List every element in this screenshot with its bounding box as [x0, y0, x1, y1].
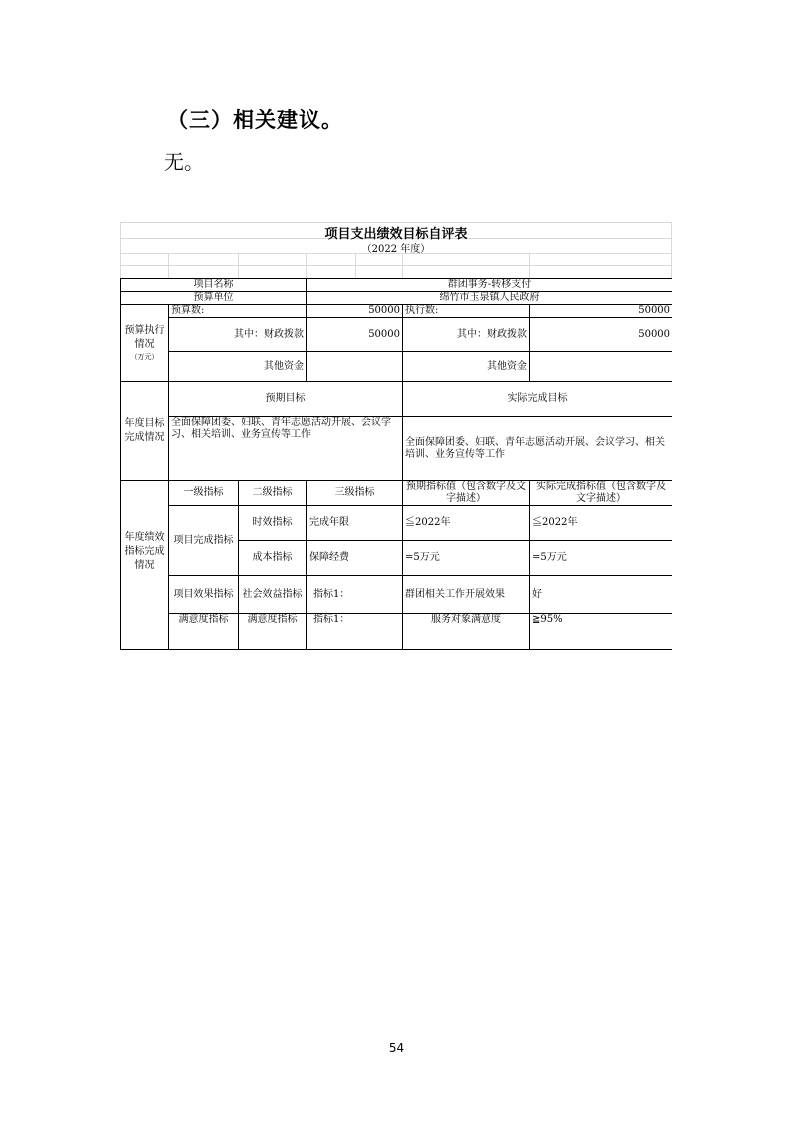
fiscal-label-exec: 其中：财政拨款: [403, 318, 530, 352]
indicator-l2: 社会效益指标: [239, 576, 307, 614]
performance-table: [120, 278, 672, 650]
other-funds-value-exec: [530, 352, 673, 382]
col-expected: 预期指标值（包含数字及文字描述）: [403, 481, 530, 506]
project-name-value: 群团事务-转移支付: [307, 279, 673, 292]
budget-section-unit: （万元）: [130, 353, 159, 361]
exec-amount-value: 50000: [530, 305, 673, 318]
indicator-l3: 指标1：: [307, 576, 403, 614]
table-title: 项目支出绩效目标自评表: [324, 227, 468, 242]
section-heading: （三）相关建议。: [167, 108, 343, 132]
fiscal-label-budget: 其中：财政拨款: [169, 318, 307, 352]
budget-amount-value: 50000: [307, 305, 403, 318]
indicator-actual: =5万元: [530, 541, 673, 576]
page-number: 54: [388, 1041, 405, 1055]
expected-goal-header: 预期目标: [169, 382, 403, 417]
budget-unit-value: 绵竹市玉泉镇人民政府: [307, 292, 673, 305]
col-level2: 二级指标: [239, 481, 307, 506]
indicator-section-label: 年度绩效指标完成情况: [121, 481, 169, 650]
fiscal-value-exec: 50000: [530, 318, 673, 352]
indicator-actual: ≧95%: [530, 614, 673, 650]
indicator-l2: 时效指标: [239, 506, 307, 541]
table-row: [121, 576, 673, 614]
exec-amount-label: 执行数:: [403, 305, 530, 318]
indicator-expected: =5万元: [403, 541, 530, 576]
col-level1: 一级指标: [169, 481, 239, 506]
section-paragraph: 无。: [164, 150, 204, 174]
indicator-l1: 项目效果指标: [169, 576, 239, 614]
indicator-l1: 满意度指标: [169, 614, 239, 650]
expected-goal-text: 全面保障团委、妇联、青年志愿活动开展、会议学习、相关培训、业务宣传等工作: [169, 417, 403, 481]
indicator-l1: 项目完成指标: [169, 506, 239, 576]
other-funds-label-exec: 其他资金: [403, 352, 530, 382]
other-funds-value-budget: [307, 352, 403, 382]
budget-section-cell: [121, 305, 169, 382]
indicator-l2: 满意度指标: [239, 614, 307, 650]
indicator-l2: 成本指标: [239, 541, 307, 576]
indicator-l3: 完成年限: [307, 506, 403, 541]
project-name-label: 项目名称: [121, 279, 307, 292]
other-funds-label-budget: 其他资金: [169, 352, 307, 382]
budget-amount-label: 预算数:: [169, 305, 307, 318]
table-row: [121, 614, 673, 650]
actual-goal-text: 全面保障团委、妇联、青年志愿活动开展、会议学习、相关培训、业务宣传等工作: [403, 417, 673, 481]
indicator-actual: 好: [530, 576, 673, 614]
indicator-actual: ≦2022年: [530, 506, 673, 541]
indicator-expected: ≦2022年: [403, 506, 530, 541]
actual-goal-header: 实际完成目标: [403, 382, 673, 417]
col-actual: 实际完成指标值（包含数字及文字描述）: [530, 481, 673, 506]
budget-unit-label: 预算单位: [121, 292, 307, 305]
annual-goal-label: 年度目标完成情况: [121, 382, 169, 481]
performance-table-sheet: [120, 222, 672, 652]
fiscal-value-budget: 50000: [307, 318, 403, 352]
table-row: [121, 506, 673, 541]
indicator-expected: 群团相关工作开展效果: [403, 576, 530, 614]
indicator-l3: 保障经费: [307, 541, 403, 576]
budget-section-label: 预算执行情况: [124, 325, 165, 350]
indicator-l3: 指标1：: [307, 614, 403, 650]
col-level3: 三级指标: [307, 481, 403, 506]
indicator-expected: 服务对象满意度: [403, 614, 530, 650]
table-year: （2022 年度）: [361, 244, 431, 255]
